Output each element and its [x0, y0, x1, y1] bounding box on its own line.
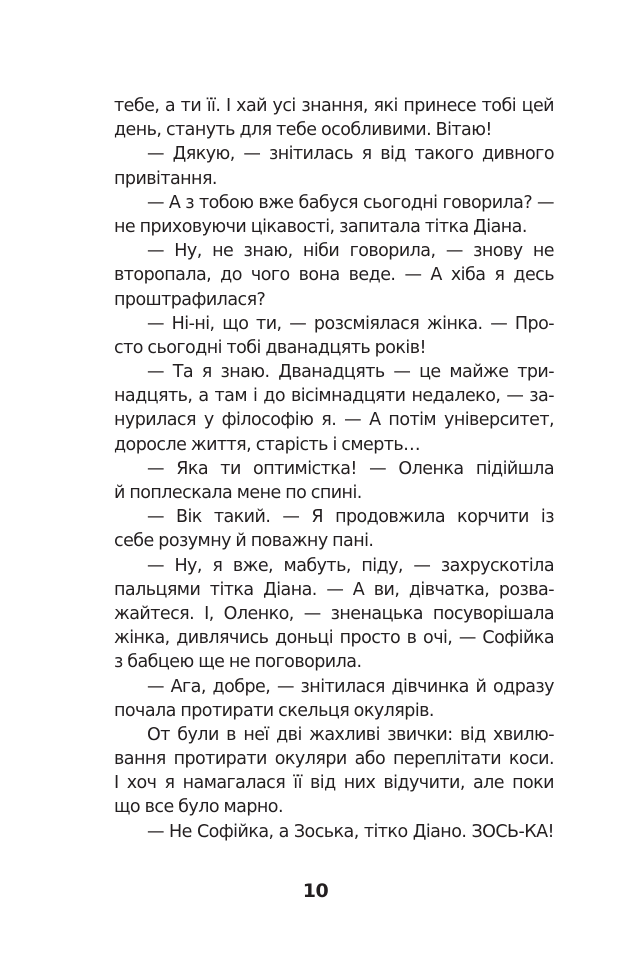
text-line: привітання. — [114, 168, 217, 189]
text-line: От були в неї дві жахливі звички: від хвилю- — [147, 724, 554, 745]
text-line: — Та я знаю. Дванадцять — це майже три- — [147, 362, 554, 383]
text-line: день, стануть для тебе особливими. Вітаю! — [114, 120, 492, 141]
page-number: 10 — [302, 880, 329, 902]
text-line: пальцями тітка Діана. — А ви, дівчатка, розва- — [114, 579, 554, 600]
text-line: — Ну, я вже, мабуть, піду, — захрускотіла — [147, 555, 554, 576]
text-line: — Ну, не знаю, ніби говорила, — знову не — [147, 241, 554, 262]
text-line: — Не Софійка, а Зоська, тітко Діано. ЗОСЬ-КА! — [147, 821, 554, 842]
text-line: нурилася у філософію я. — А потім університет, — [114, 410, 554, 431]
text-line: жінка, дивлячись доньці просто в очі, — Софійка — [114, 628, 554, 649]
text-line: — Ні-ні, що ти, — розсміялася жінка. — Про- — [147, 313, 554, 334]
text-line: не приховуючи цікавості, запитала тітка Діана. — [114, 216, 527, 237]
text-line: почала протирати скельця окулярів. — [114, 700, 434, 721]
text-line: що все було марно. — [114, 797, 283, 818]
text-line: — Яка ти оптимістка! — Оленка підійшла — [147, 458, 554, 479]
text-line: жайтеся. І, Оленко, — зненацька посуворішала — [114, 603, 554, 624]
text-line: доросле життя, старість і смерть… — [114, 434, 421, 455]
text-line: вання протирати окуляри або переплітати коси. — [114, 749, 554, 770]
text-line: сто сьогодні тобі дванадцять років! — [114, 337, 426, 358]
text-line: надцять, а там і до вісімнадцяти недалеко, — за- — [114, 386, 554, 407]
text-line: — Дякую, — знітилась я від такого дивного — [147, 144, 554, 165]
text-line: — А з тобою вже бабуся сьогодні говорила? — — [147, 192, 554, 213]
text-line: — Вік такий. — Я продовжила корчити із — [147, 507, 554, 528]
text-line: І хоч я намагалася її від них відучити, але поки — [114, 773, 554, 794]
text-line: второпала, до чого вона веде. — А хіба я десь — [114, 265, 554, 286]
text-line: тебе, а ти її. І хай усі знання, які принесе тобі цей — [114, 96, 554, 116]
text-line: себе розумну й поважну пані. — [114, 531, 374, 552]
text-line: проштрафилася? — [114, 289, 266, 310]
text-line: з бабцею ще не поговорила. — [114, 652, 362, 673]
text-line: — Ага, добре, — знітилася дівчинка й одразу — [147, 676, 554, 697]
text-line: й поплескала мене по спині. — [114, 483, 362, 503]
body-text — [114, 94, 554, 844]
